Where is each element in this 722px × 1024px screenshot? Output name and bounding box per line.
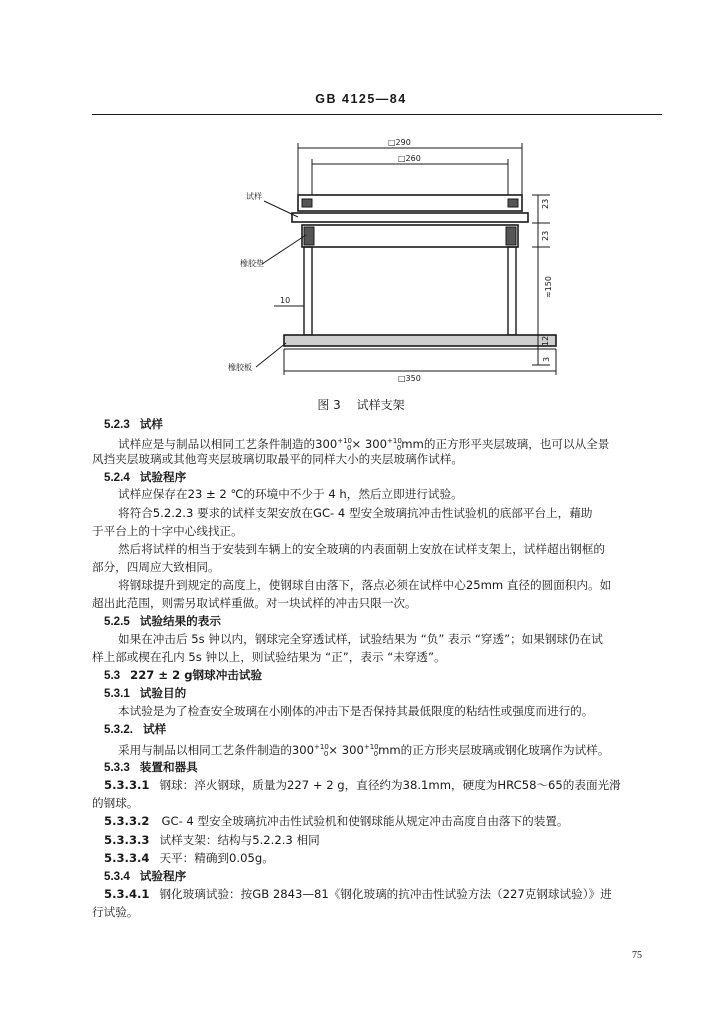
label-wall-thickness: 10 bbox=[280, 296, 291, 305]
paragraph-line: 试样应保存在23 ± 2 ℃的环境中不少于 4 h，然后立即进行试验。 bbox=[118, 487, 463, 501]
page-number: 75 bbox=[632, 950, 642, 961]
paragraph-line: 将钢球提升到规定的高度上，使钢球自由落下，落点必须在试样中心25mm 直径的圆面积内。如 bbox=[118, 578, 612, 592]
section-heading: 5.2.3 试样 bbox=[104, 417, 163, 431]
leader-rubber-plate bbox=[256, 343, 286, 367]
right-wall bbox=[508, 247, 516, 335]
paragraph-line: 5.3.4.1 钢化玻璃试验：按GB 2843—81《钢化玻璃的抗冲击性试验方法（227克钢球试验）》进 bbox=[104, 887, 612, 901]
paragraph-line: 将符合5.2.2.3 要求的试样支架安放在GC- 4 型安全玻璃抗冲击性试验机的底部平台上，藉助 bbox=[118, 506, 593, 520]
left-wall bbox=[304, 247, 312, 335]
paragraph-line: 本试验是为了检查安全玻璃在小刚体的冲击下是否保持其最低限度的粘结性或强度而进行的。 bbox=[118, 704, 594, 718]
upper-frame-left-block bbox=[302, 199, 312, 207]
paragraph-line: 于平台上的十字中心线找正。 bbox=[92, 524, 243, 538]
document-header: GB 4125—84 bbox=[315, 92, 407, 106]
paragraph-line: 然后将试样的相当于安装到车辆上的安全玻璃的内表面朝上安放在试样支架上，试样超出钢框的 bbox=[118, 542, 605, 556]
upper-frame bbox=[298, 195, 522, 211]
leader-specimen bbox=[264, 201, 298, 217]
section-heading: 5.2.4 试验程序 bbox=[104, 470, 187, 484]
support-diagram bbox=[200, 135, 580, 385]
paragraph-line: 超出此范围，则需另取试样重做。对一块试样的冲击只限一次。 bbox=[92, 596, 417, 610]
paragraph-line: 样上部或楔在孔内 5s 钟以上，则试验结果为 “正”，表示 “未穿透”。 bbox=[92, 650, 446, 664]
header-rule bbox=[92, 114, 662, 115]
lower-frame bbox=[302, 225, 518, 247]
paragraph-line: 试样应是与制品以相同工艺条件制造的$300^{+10}_0\times 300^{+10}_0mm$的正方形平夹层玻璃，也可以从全景 bbox=[118, 437, 610, 452]
label-top-dim2: □260 bbox=[398, 154, 421, 163]
paragraph-line: 5.3.3.2 GC- 4 型安全玻璃抗冲击性试验机和使钢球能从规定冲击高度自由落下的装置。 bbox=[104, 814, 569, 828]
label-h4: 12 bbox=[541, 335, 550, 346]
label-bottom-dim: □350 bbox=[398, 374, 421, 383]
paragraph-line: 5.3.3.3 试样支架：结构与5.2.2.3 相同 bbox=[104, 833, 320, 847]
rubber-pad-right bbox=[506, 227, 516, 245]
label-rubber-plate: 橡胶板 bbox=[228, 363, 252, 372]
label-top-dim1: □290 bbox=[388, 138, 411, 147]
section-heading: 5.2.5 试验结果的表示 bbox=[104, 614, 221, 628]
label-h2: 23 bbox=[541, 230, 550, 241]
label-specimen: 试样 bbox=[246, 192, 262, 201]
paragraph-line: 的钢球。 bbox=[92, 796, 139, 810]
section-heading: 5.3.3 装置和器具 bbox=[104, 760, 198, 774]
figure-caption-number: 图 3 bbox=[317, 398, 341, 412]
upper-frame-right-block bbox=[508, 199, 518, 207]
figure-caption-text: 试样支架 bbox=[356, 398, 405, 412]
section-heading: 5.3 227 ± 2 g钢球冲击试验 bbox=[104, 668, 263, 682]
label-h1: 23 bbox=[541, 198, 550, 209]
rubber-pad-left bbox=[304, 227, 314, 245]
label-h5: 3 bbox=[542, 356, 551, 362]
specimen-glass bbox=[292, 213, 528, 222]
section-heading: 5.3.2. 试样 bbox=[104, 722, 167, 736]
leader-rubber-pad bbox=[262, 235, 306, 264]
paragraph-line: 部分，四周应大致相同。 bbox=[92, 560, 220, 574]
paragraph-line: 风挡夹层玻璃或其他弯夹层玻璃切取最平的同样大小的夹层玻璃作试样。 bbox=[92, 452, 464, 466]
figure-caption bbox=[0, 396, 722, 413]
paragraph-line: 如果在冲击后 5s 钟以内，钢球完全穿透试样，试验结果为 “负” 表示 “穿透”；如果钢球仍在试 bbox=[118, 632, 603, 646]
paragraph-line: 5.3.3.1 钢球：淬火钢球，质量为227 + 2 g，直径约为38.1mm，硬度为HRC58～65的表面光滑 bbox=[104, 778, 621, 792]
figure-specimen-support bbox=[200, 135, 580, 385]
rubber-base-plate bbox=[284, 335, 556, 346]
paragraph-line: 采用与制品以相同工艺条件制造的$300^{+10}_0\times 300^{+10}_0mm$的正方形夹层玻璃或钢化玻璃作为试样。 bbox=[118, 743, 610, 758]
paragraph-line: 行试验。 bbox=[92, 905, 139, 919]
label-rubber-pad: 橡胶垫 bbox=[240, 259, 264, 268]
label-h3: ≈150 bbox=[544, 276, 553, 298]
section-heading: 5.3.4 试验程序 bbox=[104, 869, 187, 883]
paragraph-line: 5.3.3.4 天平：精确到0.05g。 bbox=[104, 851, 274, 865]
section-heading: 5.3.1 试验目的 bbox=[104, 686, 187, 700]
